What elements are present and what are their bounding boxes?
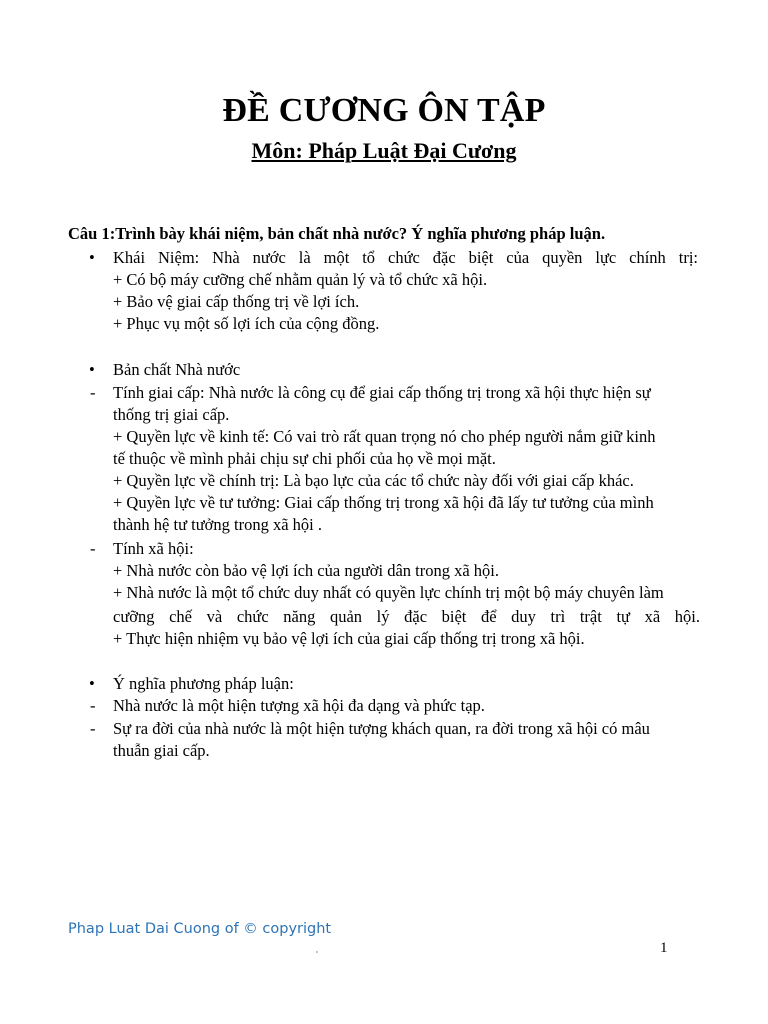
dash-marker: - <box>90 696 96 715</box>
footer-copyright: Phap Luat Dai Cuong of © copyright <box>68 921 332 937</box>
bullet-marker: • <box>89 248 95 267</box>
concept-item: + Phục vụ một số lợi ích của cộng đồng. <box>113 314 380 333</box>
footer-dot <box>316 951 318 953</box>
concept-item: + Có bộ máy cưỡng chế nhằm quản lý và tổ chức xã hội. <box>113 270 488 289</box>
document-subtitle: Môn: Pháp Luật Đại Cương <box>251 138 517 163</box>
social-line: cưỡng chế và chức năng quản lý đặc biệt để duy trì trật tự xã hội. <box>113 607 700 626</box>
social-line: + Nhà nước còn bảo vệ lợi ích của người dân trong xã hội. <box>113 561 500 580</box>
meaning-lead: Ý nghĩa phương pháp luận: <box>113 674 294 693</box>
concept-lead: Khái Niệm: Nhà nước là một tổ chức đặc biệt của quyền lực chính trị: <box>113 248 698 267</box>
social-line: Tính xã hội: <box>113 539 194 558</box>
class-line: + Quyền lực về tư tưởng: Giai cấp thống trị trong xã hội đã lấy tư tưởng của mình <box>113 493 654 512</box>
meaning-line: Sự ra đời của nhà nước là một hiện tượng khách quan, ra đời trong xã hội có mâu <box>113 719 650 738</box>
class-line: thành hệ tư tưởng trong xã hội . <box>113 515 322 534</box>
class-line: + Quyền lực về chính trị: Là bạo lực của các tổ chức này đối với giai cấp khác. <box>113 471 634 490</box>
dash-marker: - <box>90 539 96 558</box>
dash-marker: - <box>90 383 96 402</box>
class-line: + Quyền lực về kinh tế: Có vai trò rất quan trọng nó cho phép người nắm giữ kinh <box>113 427 656 446</box>
page-number: 1 <box>660 940 668 956</box>
class-line: tế thuộc về mình phải chịu sự chi phối của họ về mọi mặt. <box>113 449 496 468</box>
nature-lead: Bản chất Nhà nước <box>113 360 241 379</box>
social-line: + Nhà nước là một tổ chức duy nhất có quyền lực chính trị một bộ máy chuyên làm <box>113 583 664 602</box>
class-line: thống trị giai cấp. <box>113 405 230 424</box>
bullet-marker: • <box>89 360 95 379</box>
meaning-line: thuẫn giai cấp. <box>113 741 210 760</box>
meaning-line: Nhà nước là một hiện tượng xã hội đa dạng và phức tạp. <box>113 696 485 715</box>
question-1-heading: Câu 1:Trình bày khái niệm, bản chất nhà nước? Ý nghĩa phương pháp luận. <box>68 224 606 243</box>
dash-marker: - <box>90 719 96 738</box>
social-line: + Thực hiện nhiệm vụ bảo vệ lợi ích của giai cấp thống trị trong xã hội. <box>113 629 585 648</box>
class-line: Tính giai cấp: Nhà nước là công cụ để giai cấp thống trị trong xã hội thực hiện sự <box>113 383 651 402</box>
document-title: ĐỀ CƯƠNG ÔN TẬP <box>222 92 546 129</box>
concept-item: + Bảo vệ giai cấp thống trị về lợi ích. <box>113 292 360 311</box>
bullet-marker: • <box>89 674 95 693</box>
